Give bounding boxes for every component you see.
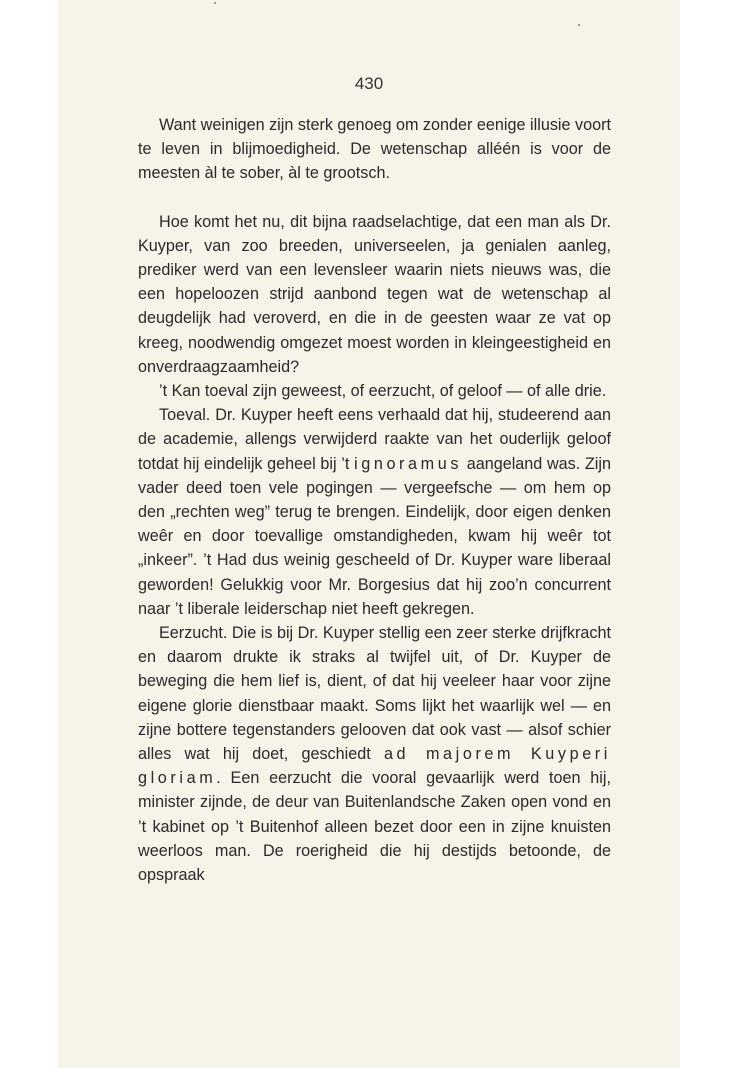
paragraph: Want weinigen zijn sterk genoeg om zonder eenige illusie voort te leven in blijmoedigheid. De wetenschap alléén is voor de meesten àl te sober, àl te grootsch. [138,116,612,183]
text-run: . Een eerzucht die vooral gevaarlijk werd toen hij, minister zijnde, de deur van Buitenlandsche Zaken open vond en ’t kabinet op ’t Buitenhof alleen bezet door een in zijne knuisten weerloos man. De roerigheid die hij destijds betoonde, de opspraak [138,769,611,885]
emphasized-text: ad majorem Kuyperi gloriam [138,745,611,788]
scan-speck [214,2,216,4]
paragraph [138,621,611,887]
scan-speck [578,24,580,26]
paragraph: Hoe komt het nu, dit bijna raadselachtige, dat een man als Dr. Kuyper, van zoo breeden, universeelen, ja genialen aanleg, prediker werd van een levensleer waarin niets nieuws was, die een hopeloozen strijd aanbond tegen wat de wetenschap al deugdelijk had veroverd, en die in de geesten waar ze vat op kreeg, noodwendig omgezet moest worden in kleingeestigheid en onverdraagzaamheid? [138,212,611,376]
text-run: Eerzucht. Die is bij Dr. Kuyper stellig een zeer sterke drijfkracht en daarom drukte ik straks al twijfel uit, of Dr. Kuyper de beweging die hem lief is, dient, of dat hij veeleer haar voor zijne eigene glorie dienstbaar maakt. Soms lijkt het waarlijk wel — en zijne bottere tegenstanders gelooven dat ook vast — alsof schier alles wat hij doet, geschiedt [138,624,611,764]
text-run: aangeland was. Zijn vader deed toen vele pogingen — vergeefsche — om hem op den „rechten weg” terug te brengen. Eindelijk, door eigen denken weêr en door toevallige omstandigheden, kwam hij weêr tot „inkeer”. ’t Had dus weinig gescheeld of Dr. Kuyper ware liberaal geworden! Gelukkig voor Mr. Borgesius dat hij zoo’n concurrent naar ’t liberale leiderschap niet heeft gekregen. [138,454,611,618]
emphasized-text: ignoramus [354,454,463,473]
paragraph: ’t Kan toeval zijn geweest, of eerzucht, of geloof — of alle drie. [159,382,607,401]
page-number: 430 [354,74,384,93]
book-page [58,0,680,1068]
text-run: Toeval. Dr. Kuyper heeft eens verhaald dat hij, studeerend aan de academie, allengs verwijderd raakte van het ouderlijk geloof totdat hij eindelijk geheel bij ’t [138,406,611,473]
body-text [138,113,611,887]
paragraph [138,403,611,621]
